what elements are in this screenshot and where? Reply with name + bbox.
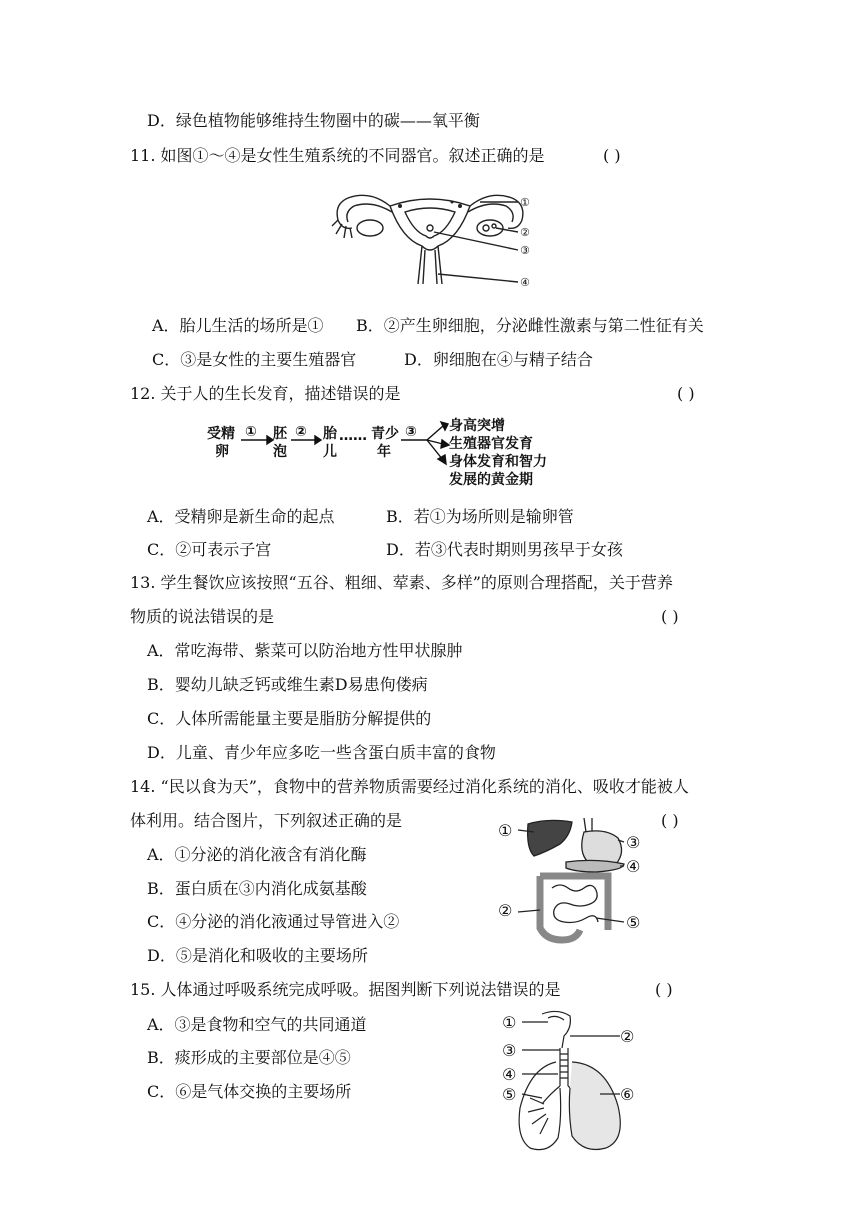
q12-option-b: B．若①为场所则是输卵管 (386, 507, 574, 526)
q15-fig-label-4: ④ (502, 1065, 517, 1084)
q10-option-d: D．绿色植物能够维持生物圈中的碳——氧平衡 (147, 111, 480, 130)
q14-option-b: B．蛋白质在③内消化成氨基酸 (147, 879, 367, 898)
q11-option-b: B．②产生卵细胞，分泌雌性激素与第二性征有关 (356, 316, 704, 335)
q11-stem: 11. 如图①～④是女性生殖系统的不同器官。叙述正确的是 (130, 146, 545, 165)
q14-fig-label-4: ④ (626, 857, 641, 876)
q13-option-d: D．儿童、青少年应多吃一些含蛋白质丰富的食物 (147, 743, 496, 762)
q15-fig-label-5: ⑤ (502, 1085, 517, 1104)
svg-text:胚: 胚 (273, 426, 287, 442)
q15-fig-label-3: ③ (502, 1041, 517, 1060)
q11-option-c: C．③是女性的主要生殖器官 (152, 350, 357, 369)
q12-stem: 12. 关于人的生长发育，描述错误的是 (130, 384, 401, 403)
q11-answer-paren: ( ) (603, 146, 621, 165)
svg-text:生殖器官发育: 生殖器官发育 (449, 436, 533, 452)
q15-option-a: A．③是食物和空气的共同通道 (147, 1015, 367, 1034)
svg-text:受精: 受精 (207, 426, 235, 442)
q12-option-d: D．若③代表时期则男孩早于女孩 (386, 540, 623, 559)
q13-stem-line2: 物质的说法错误的是 (130, 607, 275, 626)
svg-text:儿: 儿 (323, 444, 337, 460)
q11-fig-label-1: ① (520, 196, 530, 209)
q14-option-c: C．④分泌的消化液通过导管进入② (147, 912, 400, 931)
q14-stem-line1: 14. “民以食为天”，食物中的营养物质需要经过消化系统的消化、吸收才能被人 (130, 777, 689, 796)
svg-text:泡: 泡 (273, 444, 287, 460)
q11-option-d: D．卵细胞在④与精子结合 (404, 350, 593, 369)
q15-stem: 15. 人体通过呼吸系统完成呼吸。据图判断下列说法错误的是 (130, 980, 561, 999)
q14-fig-label-3: ③ (626, 833, 641, 852)
svg-text:身高突增: 身高突增 (449, 418, 505, 434)
svg-text:……: …… (339, 428, 367, 444)
q13-option-a: A．常吃海带、紫菜可以防治地方性甲状腺肿 (147, 641, 463, 660)
q14-fig-label-5: ⑤ (626, 913, 641, 932)
q15-respiratory-system-figure (500, 1008, 650, 1158)
svg-text:发展的黄金期: 发展的黄金期 (449, 472, 533, 488)
q12-answer-paren: ( ) (677, 384, 695, 403)
q11-fig-label-3: ③ (520, 244, 530, 257)
svg-text:年: 年 (377, 444, 391, 460)
q11-fig-label-4: ④ (520, 276, 530, 289)
q15-answer-paren: ( ) (655, 980, 673, 999)
q13-option-b: B．婴幼儿缺乏钙或维生素D易患佝偻病 (147, 675, 428, 694)
q11-female-reproductive-figure (330, 184, 550, 294)
q12-option-a: A．受精卵是新生命的起点 (147, 507, 335, 526)
q15-fig-label-1: ① (502, 1013, 517, 1032)
svg-text:身体发育和智力: 身体发育和智力 (449, 454, 547, 470)
q14-digestive-system-figure (496, 818, 656, 948)
q13-stem-line1: 13. 学生餐饮应该按照“五谷、粗细、荤素、多样”的原则合理搭配，关于营养 (130, 573, 673, 592)
q14-stem-line2: 体利用。结合图片，下列叙述正确的是 (130, 811, 403, 830)
q15-fig-label-6: ⑥ (620, 1085, 635, 1104)
q11-fig-label-2: ② (520, 226, 530, 239)
svg-text:③: ③ (405, 424, 417, 440)
q15-option-b: B．痰形成的主要部位是④⑤ (147, 1048, 351, 1067)
q14-option-d: D．⑤是消化和吸收的主要场所 (147, 946, 368, 965)
q13-option-c: C．人体所需能量主要是脂肪分解提供的 (147, 709, 432, 728)
svg-text:卵: 卵 (215, 444, 229, 460)
q14-fig-label-2: ② (498, 901, 513, 920)
q15-fig-label-2: ② (620, 1027, 635, 1046)
svg-text:①: ① (245, 424, 257, 440)
q13-answer-paren: ( ) (661, 607, 679, 626)
svg-text:胎: 胎 (323, 426, 337, 442)
q11-option-a: A．胎儿生活的场所是① (152, 316, 324, 335)
q14-fig-label-1: ① (498, 821, 513, 840)
svg-text:青少: 青少 (371, 426, 399, 442)
q14-option-a: A．①分泌的消化液含有消化酶 (147, 845, 367, 864)
q12-option-c: C．②可表示子宫 (147, 540, 272, 559)
q14-answer-paren: ( ) (661, 811, 679, 830)
svg-text:②: ② (295, 424, 307, 440)
q15-option-c: C．⑥是气体交换的主要场所 (147, 1082, 352, 1101)
q12-growth-flowchart (205, 420, 565, 492)
